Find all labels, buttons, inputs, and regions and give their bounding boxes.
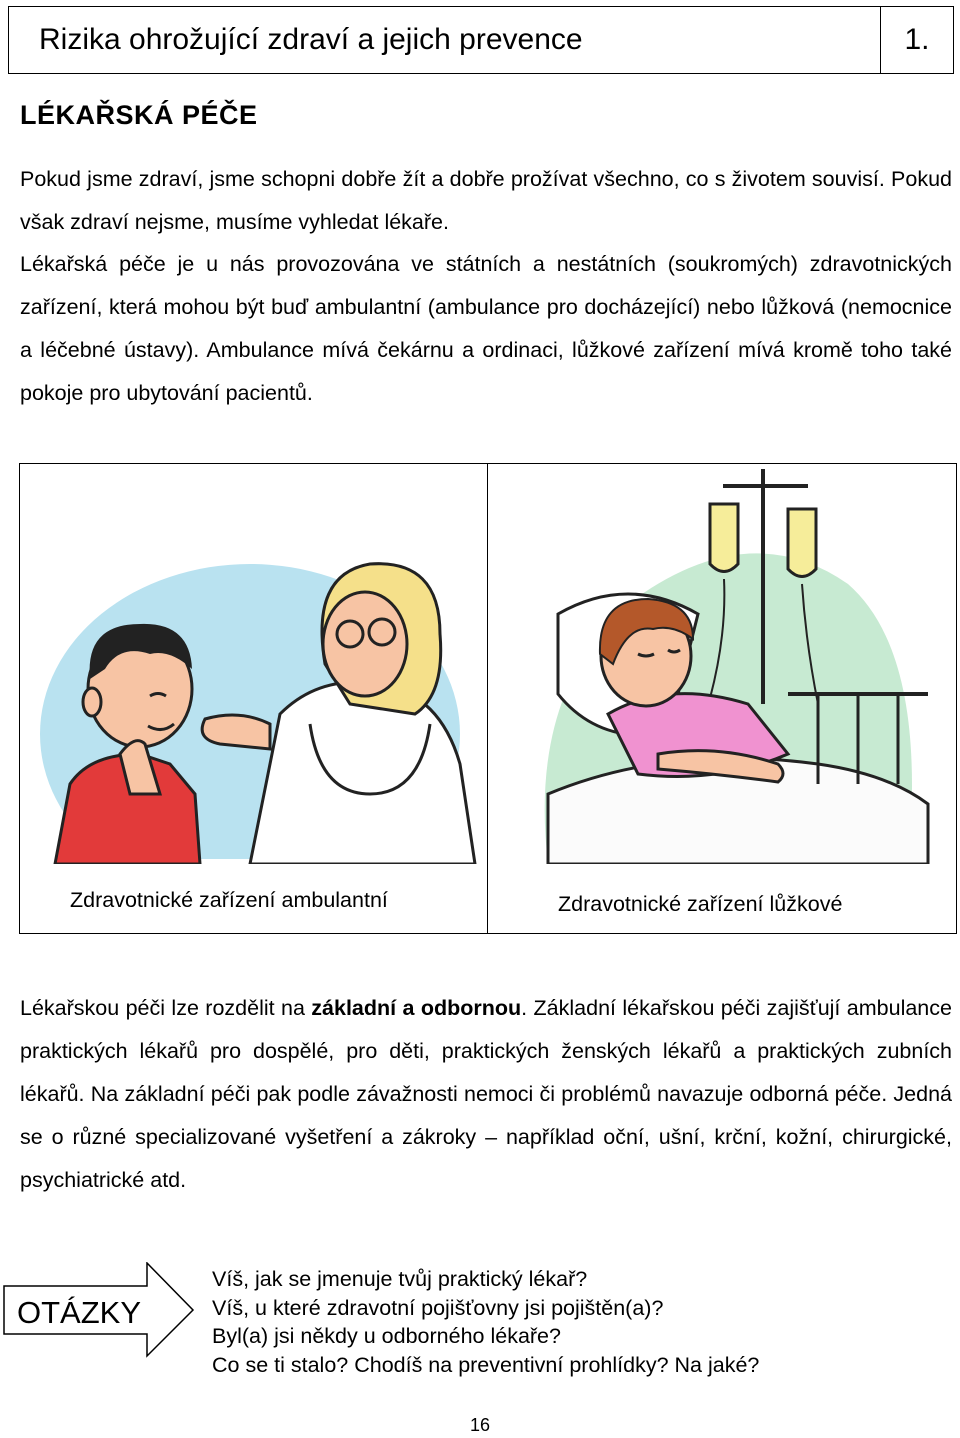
section-title: LÉKAŘSKÁ PÉČE	[20, 100, 258, 130]
inpatient-caption: Zdravotnické zařízení lůžkové	[558, 892, 843, 916]
intro-paragraph: Pokud jsme zdraví, jsme schopni dobře žít a dobře prožívat všechno, co s životem souvisí. Pokud však zdraví nejsme, musíme vyhledat lékaře.	[20, 167, 952, 234]
question-item: Víš, u které zdravotní pojišťovny jsi pojištěn(a)?	[212, 1295, 664, 1320]
page-number: 16	[469, 1415, 491, 1435]
care-types-text-1: Lékařskou péči lze rozdělit na	[20, 996, 312, 1020]
inpatient-cell	[488, 464, 956, 933]
care-types-text-2: . Základní lékařskou péči zajišťují ambulance praktických lékařů pro dospělé, pro děti, praktických ženských lékařů a praktických zubních lékařů. Na základní péči pak podle závažnosti nemoci či problémů navazuje odborná péče. Jedná se o různé specializované vyšetření a zákroky – například oční, ušní, krční, kožní, chirurgické, psychiatrické atd.	[20, 996, 952, 1192]
header-title: Rizika ohrožující zdraví a jejich prevence	[9, 7, 881, 73]
question-item: Byl(a) jsi někdy u odborného lékaře?	[212, 1324, 561, 1348]
question-item: Co se ti stalo? Chodíš na preventivní prohlídky? Na jaké?	[212, 1352, 760, 1377]
page-header	[8, 6, 954, 74]
questions-label: OTÁZKY	[17, 1295, 142, 1330]
care-types-paragraph	[20, 987, 952, 1202]
question-item: Víš, jak se jmenuje tvůj praktický lékař?	[212, 1267, 588, 1291]
ambulant-caption: Zdravotnické zařízení ambulantní	[70, 888, 388, 912]
illustration-table	[19, 463, 957, 934]
doctor-examining-boy-illustration	[20, 464, 487, 864]
header-chapter-number: 1.	[904, 23, 930, 56]
questions-list	[212, 1265, 759, 1379]
patient-in-bed-illustration	[488, 464, 956, 864]
ambulant-cell	[20, 464, 487, 933]
care-facilities-paragraph: Lékařská péče je u nás provozována ve státních a nestátních (soukromých) zdravotnických zařízení, která mohou být buď ambulantní (ambulance pro docházející) nebo lůžková (nemocnice a léčebné ústavy). Ambulance mívá čekárnu a ordinaci, lůžkové zařízení mívá kromě toho také pokoje pro ubytování pacientů.	[20, 252, 952, 405]
care-types-bold: základní a odbornou	[311, 996, 522, 1020]
